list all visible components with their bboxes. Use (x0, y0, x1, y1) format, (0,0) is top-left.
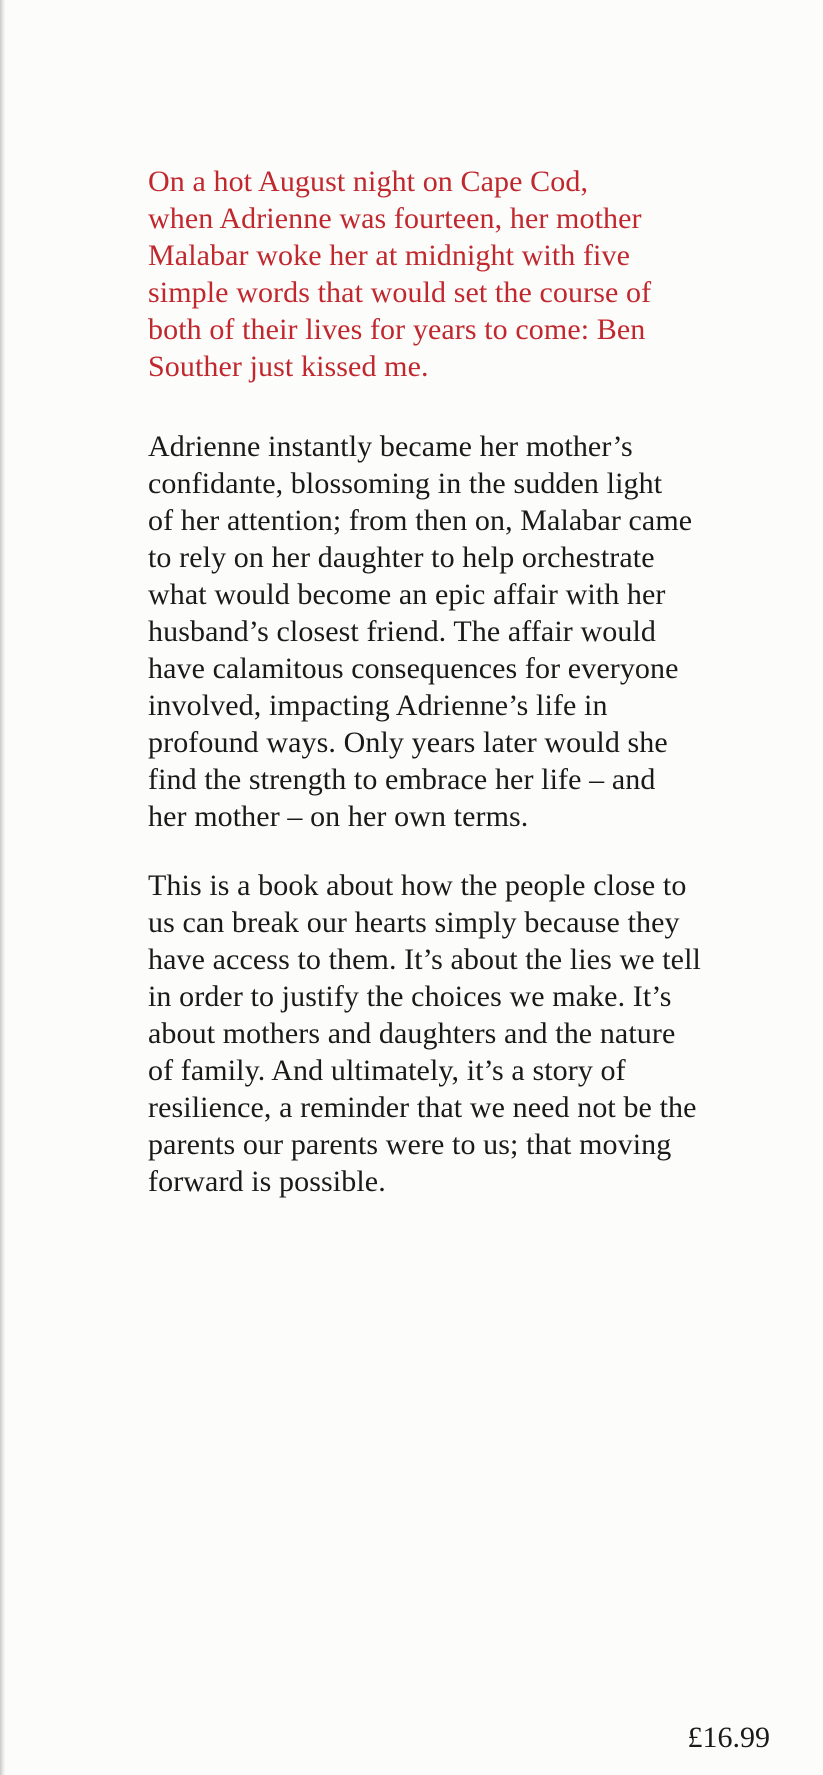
paragraph-line: us can break our hearts simply because they (148, 906, 680, 939)
intro-line: On a hot August night on Cape Cod, (148, 165, 589, 198)
intro-line: Souther just kissed me. (148, 350, 429, 383)
paragraph-line: find the strength to embrace her life – and (148, 763, 656, 796)
paragraph-line: of family. And ultimately, it’s a story of (148, 1054, 626, 1087)
intro-line: Malabar woke her at midnight with five (148, 239, 630, 272)
body-paragraph-2 (148, 428, 768, 835)
price-label: £16.99 (687, 1721, 770, 1754)
paragraph-line: have access to them. It’s about the lies we tell (148, 943, 701, 976)
paragraph-line: resilience, a reminder that we need not be the (148, 1091, 697, 1124)
body-paragraph-3 (148, 867, 768, 1200)
paragraph-line: in order to justify the choices we make. It’s (148, 980, 672, 1013)
paragraph-line: forward is possible. (148, 1165, 386, 1198)
paragraph-line: parents our parents were to us; that moving (148, 1128, 672, 1161)
paragraph-line: have calamitous consequences for everyone (148, 652, 679, 685)
paragraph-line: about mothers and daughters and the nature (148, 1017, 676, 1050)
paragraph-line: husband’s closest friend. The affair would (148, 615, 656, 648)
intro-line: simple words that would set the course of (148, 276, 652, 309)
paragraph-line: of her attention; from then on, Malabar came (148, 504, 693, 537)
paragraph-line: her mother – on her own terms. (148, 800, 529, 833)
paragraph-line: profound ways. Only years later would she (148, 726, 668, 759)
paragraph-line: confidante, blossoming in the sudden light (148, 467, 663, 500)
paragraph-line: This is a book about how the people close to (148, 869, 687, 902)
intro-line: both of their lives for years to come: Ben (148, 313, 646, 346)
paragraph-line: Adrienne instantly became her mother’s (148, 430, 633, 463)
paragraph-line: involved, impacting Adrienne’s life in (148, 689, 608, 722)
paragraph-line: what would become an epic affair with her (148, 578, 666, 611)
intro-line: when Adrienne was fourteen, her mother (148, 202, 642, 235)
page-edge-shadow (0, 0, 6, 1775)
paragraph-line: to rely on her daughter to help orchestrate (148, 541, 655, 574)
intro-paragraph (148, 163, 768, 385)
